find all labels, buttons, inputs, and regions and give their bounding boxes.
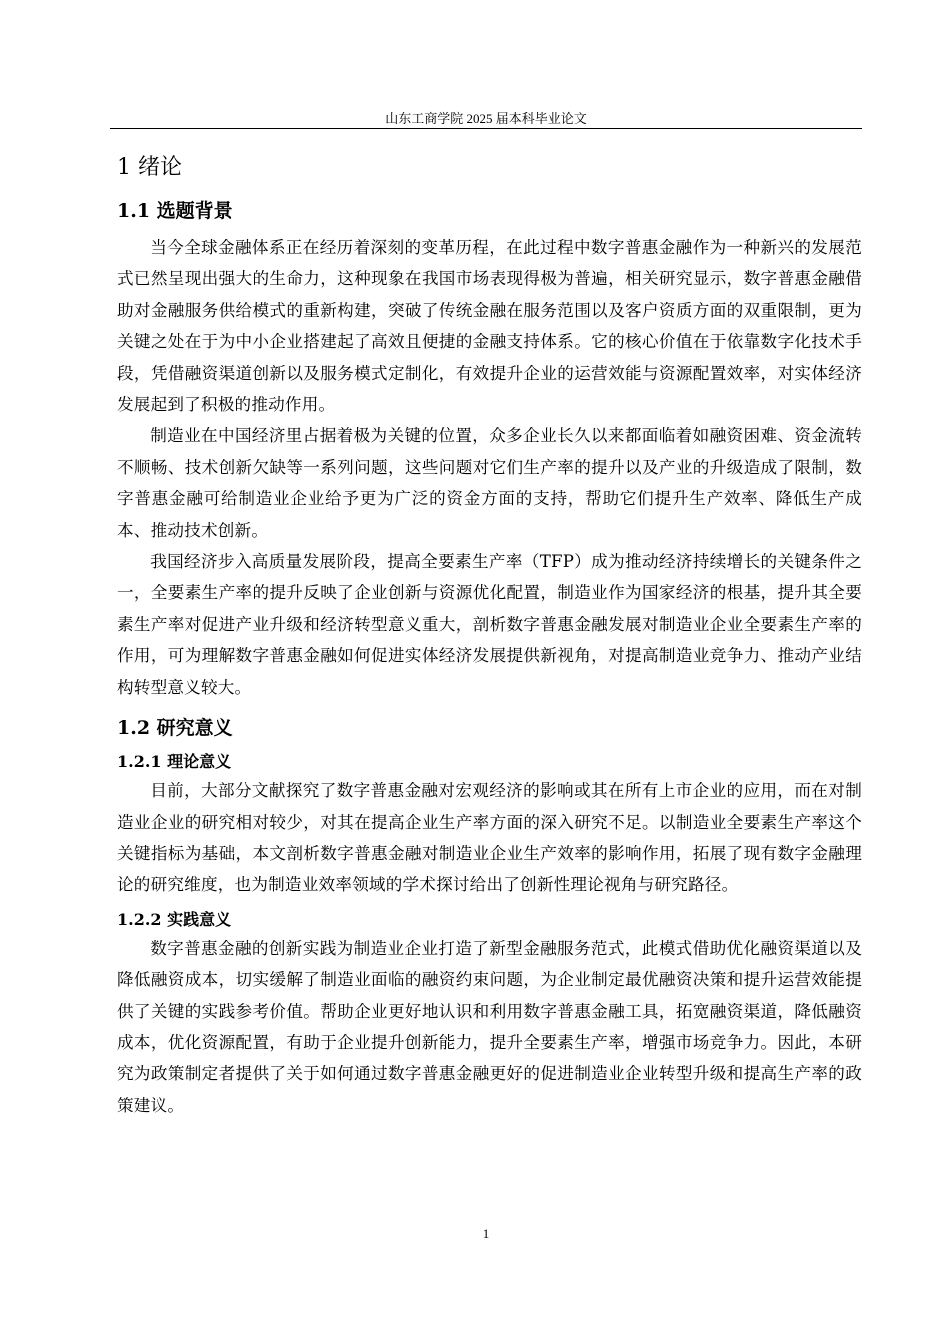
subsection-title-1-2-2: 1.2.2 实践意义 [117, 909, 232, 929]
paragraph: 目前，大部分文献探究了数字普惠金融对宏观经济的影响或其在所有上市企业的应用，而在对制造业企业的研究相对较少，对其在提高企业生产率方面的深入研究不足。以制造业全要素生产率这个关键指标为基础，本文剖析数字普惠金融对制造业企业生产效率的影响作用，拓展了现有数字金融理论的研究维度，也为制造业效率领域的学术探讨给出了创新性理论视角与研究路径。 [117, 781, 862, 895]
paragraph: 我国经济步入高质量发展阶段，提高全要素生产率（TFP）成为推动经济持续增长的关键条件之一，全要素生产率的提升反映了企业创新与资源优化配置，制造业作为国家经济的根基，提升其全要素生产率对促进产业升级和经济转型意义重大，剖析数字普惠金融发展对制造业企业全要素生产率的作用，可为理解数字普惠金融如何促进实体经济发展提供新视角，对提高制造业竞争力、推动产业结构转型意义较大。 [117, 552, 862, 697]
page-number: 1 [482, 1226, 490, 1241]
paragraph: 当今全球金融体系正在经历着深刻的变革历程，在此过程中数字普惠金融作为一种新兴的发展范式已然呈现出强大的生命力，这种现象在我国市场表现得极为普遍，相关研究显示，数字普惠金融借助对金融服务供给模式的重新构建，突破了传统金融在服务范围以及客户资质方面的双重限制，更为关键之处在于为中小企业搭建起了高效且便捷的金融支持体系。它的核心价值在于依靠数字化技术手段，凭借融资渠道创新以及服务模式定制化，有效提升企业的运营效能与资源配置效率，对实体经济发展起到了积极的推动作用。 [117, 238, 862, 415]
paragraph: 制造业在中国经济里占据着极为关键的位置，众多企业长久以来都面临着如融资困难、资金流转不顺畅、技术创新欠缺等一系列问题，这些问题对它们生产率的提升以及产业的升级造成了限制，数字普惠金融可给制造业企业给予更为广泛的资金方面的支持，帮助它们提升生产效率、降低生产成本、推动技术创新。 [117, 426, 862, 540]
running-header: 山东工商学院 2025 届本科毕业论文 [385, 111, 587, 126]
section-title-1-2: 1.2 研究意义 [117, 717, 233, 740]
page-body [117, 150, 862, 1121]
header-rule [110, 128, 862, 129]
chapter-title: 1 绪论 [117, 155, 182, 180]
section-title-1-1: 1.1 选题背景 [117, 200, 233, 222]
subsection-title-1-2-1: 1.2.1 理论意义 [117, 752, 232, 772]
paragraph: 数字普惠金融的创新实践为制造业企业打造了新型金融服务范式，此模式借助优化融资渠道以及降低融资成本，切实缓解了制造业面临的融资约束问题，为企业制定最优融资决策和提升运营效能提供了关键的实践参考价值。帮助企业更好地认识和利用数字普惠金融工具，拓宽融资渠道，降低融资成本，优化资源配置，有助于企业提升创新能力，提升全要素生产率，增强市场竞争力。因此，本研究为政策制定者提供了关于如何通过数字普惠金融更好的促进制造业企业转型升级和提高生产率的政策建议。 [117, 938, 862, 1115]
